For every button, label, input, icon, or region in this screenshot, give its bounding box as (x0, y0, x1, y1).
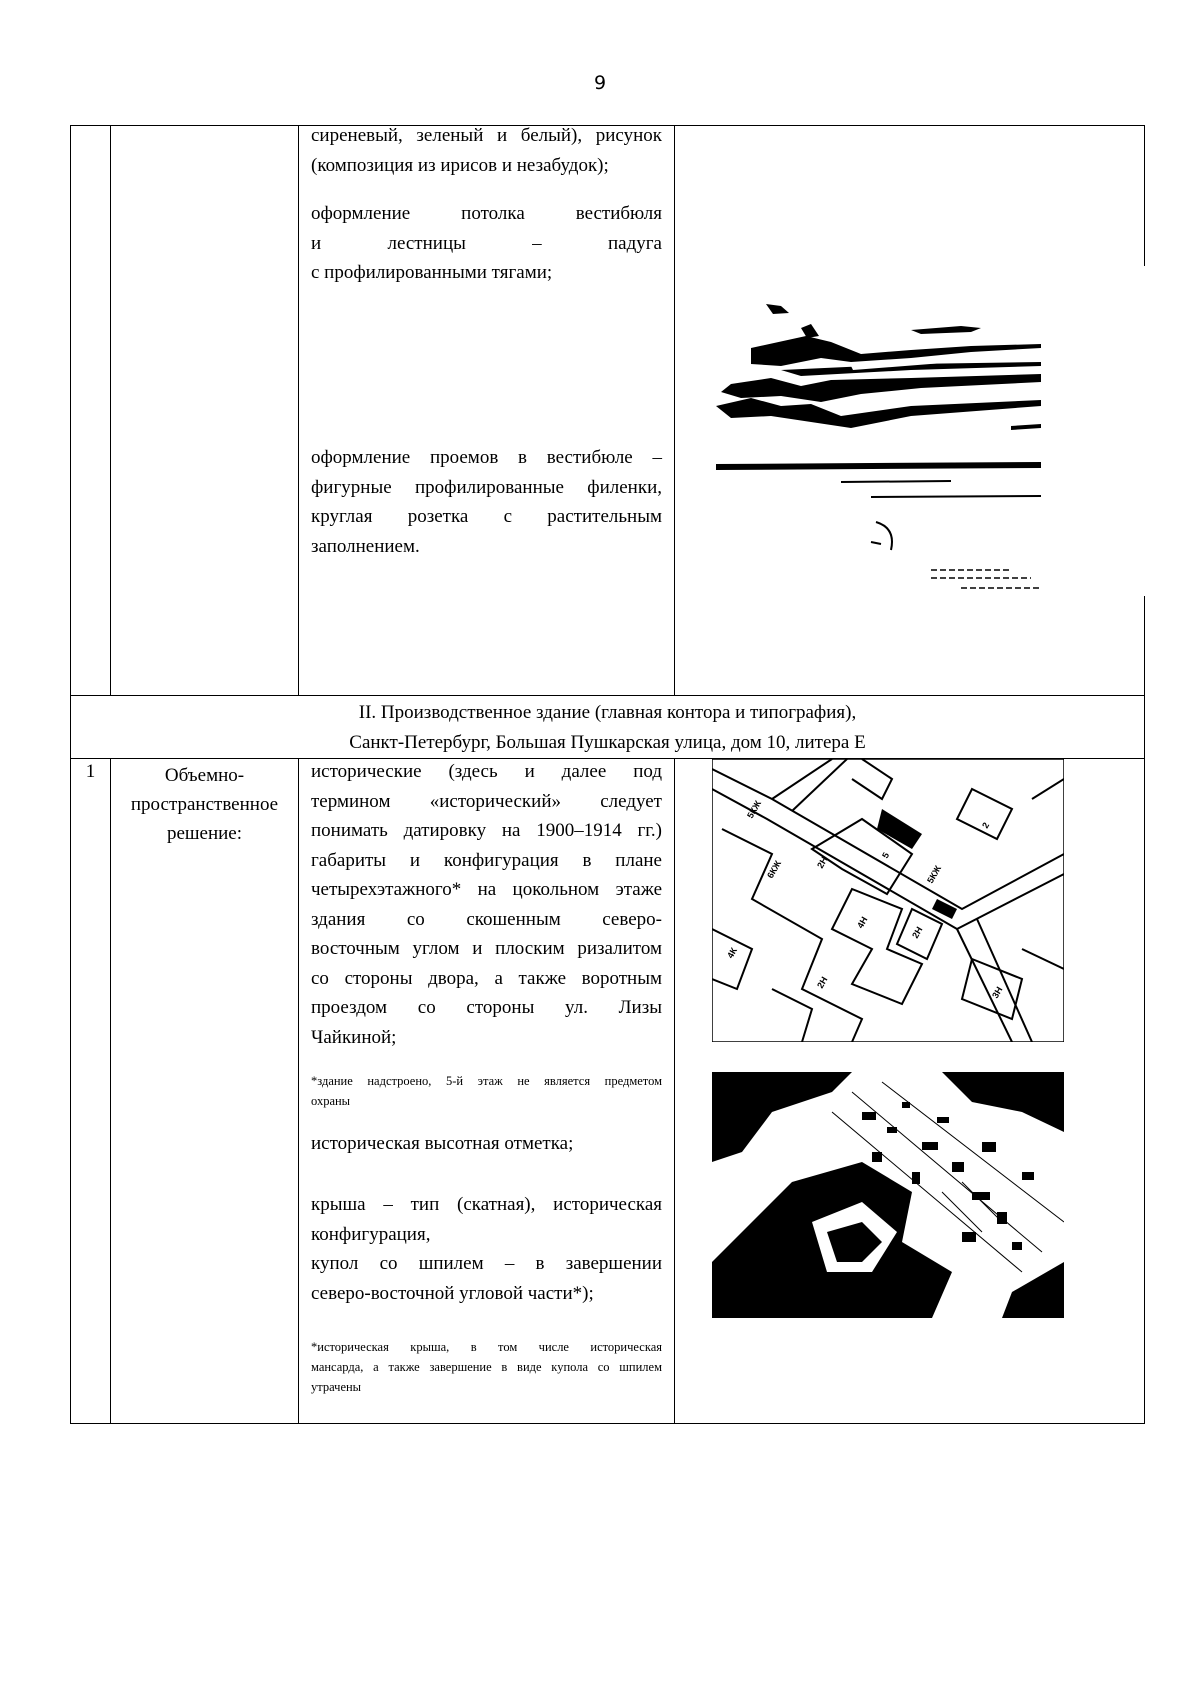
svg-text:5: 5 (880, 850, 892, 860)
text-line: фигурные профилированные филенки, (311, 476, 662, 498)
image-cell (675, 759, 1145, 1424)
svg-text:2: 2 (980, 820, 992, 830)
paragraph (311, 757, 662, 1052)
text-line: оформление потолка вестибюля (311, 203, 662, 224)
paragraph (311, 199, 662, 288)
text-line: круглая розетка с растительным (311, 506, 662, 527)
name-line: Объемно- (164, 765, 245, 786)
paragraph (311, 443, 662, 561)
text-line: понимать датировку на 1900–1914 гг.) (311, 820, 662, 841)
name-line: решение: (166, 823, 243, 844)
svg-text:2Н: 2Н (815, 975, 830, 990)
text-line: исторические (здесь и далее под (311, 761, 662, 782)
svg-text:2Н: 2Н (815, 855, 830, 870)
text-line: проездом со стороны ул. Лизы (311, 997, 662, 1018)
note-line: утрачены (311, 1380, 362, 1394)
note-line: *здание надстроено, 5-й этаж не является предметом (311, 1074, 662, 1088)
text-line: габариты и конфигурация в плане (311, 849, 662, 871)
name-line: пространственное (130, 794, 279, 815)
footnote (311, 1071, 662, 1111)
text-line: с профилированными тягами; (311, 262, 553, 283)
image-cell (675, 126, 1145, 696)
text-line: со стороны двора, а также воротным (311, 967, 662, 989)
text-line: четырехэтажного* на цокольном этаже (311, 879, 662, 900)
text-line: здания со скошенным северо- (311, 908, 662, 930)
section-title-line: Санкт-Петербург, Большая Пушкарская улица, дом 10, литера Е (349, 732, 866, 753)
paragraph (311, 1190, 662, 1308)
svg-text:4К: 4К (725, 945, 739, 960)
section-header (71, 696, 1145, 759)
description-cell (299, 759, 675, 1424)
text-line: конфигурация, (311, 1223, 431, 1245)
number-cell (71, 126, 111, 696)
text-line: и лестницы – падуга (311, 232, 662, 254)
protection-subject-table (70, 125, 1145, 1424)
text-line: заполнением. (311, 535, 420, 557)
svg-text:5КЖ: 5КЖ (925, 863, 944, 885)
text-line: термином «исторический» следует (311, 790, 662, 812)
text-line: восточным углом и плоским ризалитом (311, 938, 662, 959)
text-line: северо-восточной угловой части*); (311, 1282, 594, 1304)
row-number: 1 (71, 759, 111, 1424)
svg-text:3Н: 3Н (990, 985, 1005, 1000)
name-cell (111, 126, 299, 696)
aerial-photo (712, 1072, 1064, 1318)
text-line: сиреневый, зеленый и белый), рисунок (311, 125, 662, 146)
text-line: Чайкиной; (311, 1026, 397, 1048)
svg-text:6КЖ: 6КЖ (765, 858, 784, 880)
table-row (71, 696, 1145, 759)
svg-text:4Н: 4Н (855, 915, 870, 930)
note-line: мансарда, а также завершение в виде купола со шпилем (311, 1360, 662, 1374)
paragraph (311, 1129, 662, 1159)
text-line: историческая высотная отметка; (311, 1133, 574, 1154)
text-line: оформление проемов в вестибюле – (311, 447, 662, 468)
section-title-line: II. Производственное здание (главная контора и типография), (358, 702, 857, 723)
text-line: купол со шпилем – в завершении (311, 1253, 662, 1274)
table-row (71, 759, 1145, 1424)
site-plan-map (712, 759, 1064, 1042)
table-row (71, 126, 1145, 696)
page-number: 9 (593, 72, 607, 94)
svg-text:2Н: 2Н (910, 925, 925, 940)
text-line: (композиция из ирисов и незабудок); (311, 154, 609, 176)
ceiling-photo (711, 266, 1145, 596)
name-cell (111, 759, 299, 1424)
paragraph (311, 121, 662, 180)
note-line: охраны (311, 1094, 351, 1108)
svg-text:5КЖ: 5КЖ (745, 798, 764, 820)
text-line: крыша – тип (скатная), историческая (311, 1194, 662, 1215)
note-line: *историческая крыша, в том числе историческая (311, 1340, 662, 1354)
description-cell (299, 126, 675, 696)
footnote (311, 1337, 662, 1397)
